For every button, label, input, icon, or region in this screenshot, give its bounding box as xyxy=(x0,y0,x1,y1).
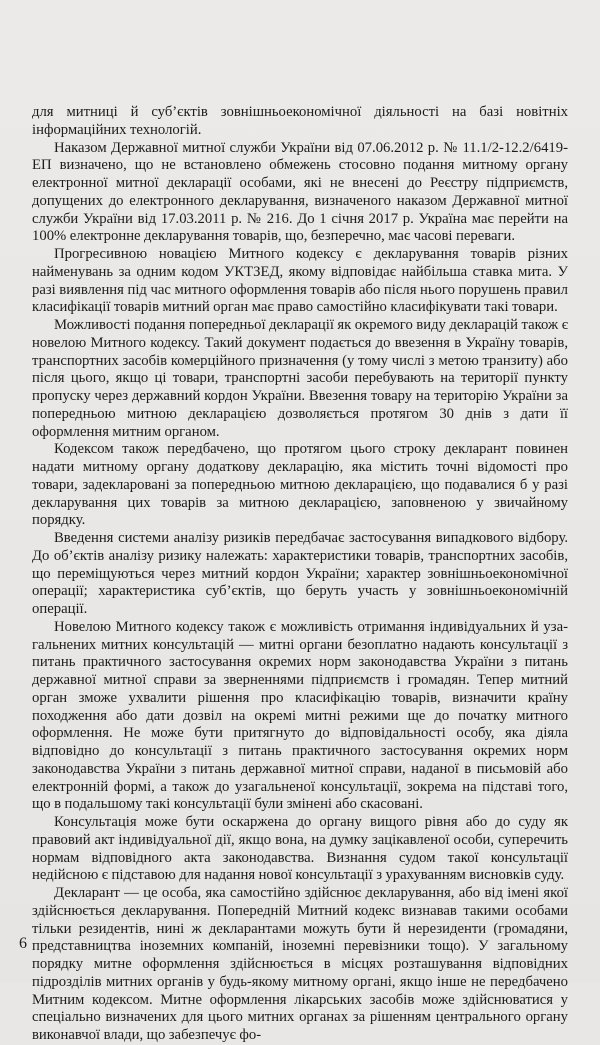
paragraph-1: для митниці й суб’єктів зовнішньоекономічної діяльності на базі новітніх інформаційних технологій. xyxy=(32,104,568,138)
paragraph-3: Прогресивною новацією Митного кодексу є декларування товарів різних найменувань за одним кодом УКТЗЕД, якому відповідає найбільша ставка мита. У разі виявлення під час митного оформлення товарів або після нього порушень правил класифікації товарів митний орган має право самостійно класифікувати такі товари. xyxy=(32,246,568,316)
paragraph-5: Кодексом також передбачено, що протягом цього строку декларант повинен надати митному органу додаткову декларацію, яка містить точні відомості про товари, задекларовані за попередньою митною декларацією, що подавалися б у разі декларування цих товарів за митною декларацією, заповненою у звичайному порядку. xyxy=(32,441,568,529)
paragraph-8: Консультація може бути оскаржена до органу вищого рівня або до суду як правовий акт індивідуальної дії, якщо вона, на думку зацікавленої особи, суперечить нормам відповідного акта законодавства. Визнання судом такої консультації недійсною є підставою для надання нової консультації з урахуванням висновків суду. xyxy=(32,814,568,884)
paragraph-7: Новелою Митного кодексу також є можливість отримання індивідуальних й узагальнених митних консультацій — митні органи безоплатно надають консультації з питань практичного застосування окремих норм законодавства України з питань державної митної справи за зверненнями підприємств і громадян. Тепер митний орган зможе ухвалити рішення про класифікацію товарів, визначити країну походження або дати дозвіл на окремі митні режими ще до початку митного оформлення. Не може бути притягнуто до відповідальності особу, яка діяла відповідно до консультації з питань практичного застосування окремих норм законодавства України з питань державної митної справи, наданої в письмовій або електронній формі, а також до узагальненої консультації, зокрема на підставі того, що в подальшому такі консультації були змінені або скасовані. xyxy=(32,618,568,813)
page-number: 6 xyxy=(19,935,27,952)
paragraph-9: Декларант — це особа, яка самостійно здійснює декларування, або від імені якої здійснюється декларування. Попередній Митний кодекс визнавав такими особами тільки резидентів, нині ж декларантами можуть бути й нерезиденти (громадяни, представництва іноземних компаній, іноземні перевізники тощо). У загальному порядку митне оформлення здійснюється в місцях розташування відповідних підрозділів митних органів у будь-якому митному органі, якщо інше не передбачено Митним кодексом. Митне оформлення лікарських засобів може здійснюватися у спеціально визначених для цього митних органах за рішенням центрального органу виконавчої влади, що забезпечує фо- xyxy=(32,885,568,1043)
paragraph-2: Наказом Державної митної служби України від 07.06.2012 р. № 11.1/2-12.2/6419-ЕП визначено, що не встановлено обмежень стосовно подання митному органу електронної митної декларації особами, які не внесені до Реєстру підприємств, допущених до електронного декларування, визначеного наказом Державної митної служби України від 17.03.2011 р. № 216. До 1 січня 2017 р. Україна має перейти на 100% електронне декларування товарів, що, безперечно, має часові переваги. xyxy=(32,139,568,245)
paragraph-4: Можливості подання попередньої декларації як окремого виду декларацій також є новелою Митного кодексу. Такий документ подається до ввезення в Україну товарів, транспортних засобів комерційного призначення (у тому числі з метою транзиту) або після цього, якщо ці товари, транспортні засоби перебувають на території пункту пропуску через державний кордон України. Ввезення товару на територію України за попередньою митною декларацією дозволяється протягом 30 днів з дати її оформлення митним органом. xyxy=(32,317,568,440)
paragraph-6: Введення системи аналізу ризиків передбачає застосування випадкового відбору. До об’єктів аналізу ризику належать: характеристики товарів, транспортних засобів, що переміщуються через митний кордон України; характер зовнішньоекономічної операції; характеристика суб’єктів, що беруть участь у зовнішньоекономічній операції. xyxy=(32,530,568,617)
body-text xyxy=(32,104,568,1045)
